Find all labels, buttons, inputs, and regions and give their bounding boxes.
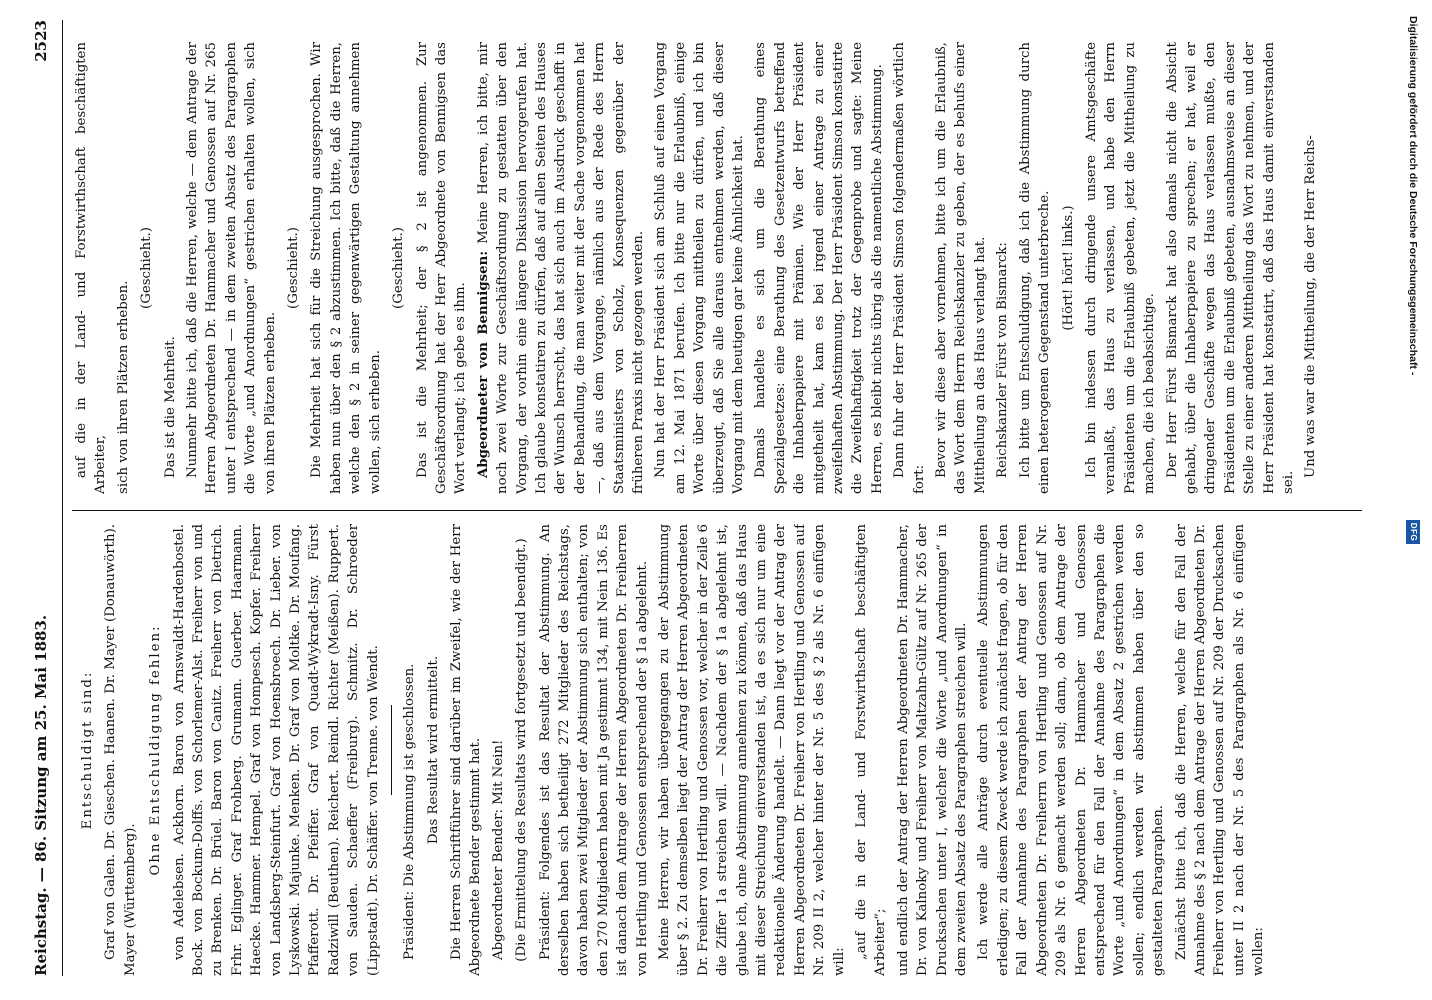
- stage-direction: (Geschieht.): [286, 227, 302, 309]
- header-session-title: Reichstag. — 86. Sitzung am 25. Mai 1883.: [32, 614, 50, 976]
- stage-direction: (Geschieht.): [139, 227, 155, 309]
- column-divider: [72, 510, 1362, 511]
- paragraph: Der Herr Fürst Bismarck hat also damals nicht die Absicht gehabt, über die Inhaberpapiere zu sprechen; er hat, weil er dringender Geschäfte wegen das Haus verlassen mußte, den Präsidenten um die Erlaubniß gebeten, ausnahmsweise an dieser Stelle zu einer anderen Mittheilung das Wort zu nehmen, und der Herr Präsident hat konstatirt, daß das Haus damit einverstanden sei.: [1164, 42, 1296, 494]
- dfg-logo-icon: DFG: [1406, 520, 1420, 544]
- paragraph: Meine Herren, wir haben übergegangen zu der Abstimmung über § 2. Zu demselben liegt der Antrag der Herren Abgeordneten Dr. Freiherr von Hertling und Genossen vor, welcher in der Zeile 6 die Ziffer 1a streichen will. — Nachdem der § 1a abgelehnt ist, glaube ich, ohne Abstimmung annehmen zu können, daß das Haus mit dieser Streichung einverstanden ist, da es sich nur um eine redaktionelle Änderung handelt. — Dann liegt vor der Antrag der Herren Abgeordneten Dr. Freiherr von Hertling und Genossen auf Nr. 209 II 2, welcher hinter der Nr. 5 des § 2 als Nr. 6 einfügen will:: [656, 524, 847, 976]
- header-page-number: 2523: [32, 20, 50, 62]
- quoted-passage: Ich bitte um Entschuldigung, daß ich die Abstimmung durch einen heterogenen Gegenstand unterbreche.: [1017, 42, 1053, 494]
- paragraph: Zunächst bitte ich, daß die Herren, welche für den Fall der Annahme des § 2 nach dem Antrage der Herren Abgeordneten Dr. Freiherr von Hertling und Genossen auf Nr. 209 der Drucksachen unter II 2 nach der Nr. 5 des Paragraphen als Nr. 6 einfügen wollen:: [1173, 524, 1267, 976]
- paragraph: Dann fuhr der Herr Präsident Simson folgendermaßen wörtlich fort:: [892, 42, 927, 494]
- paragraph: Nunmehr bitte ich, daß die Herren, welche — dem Antrage der Herren Abgeordneten Dr. Hammacher und Genossen auf Nr. 265 unter I entsprechend — in dem zweiten Absatz des Paragraphen die Worte „und Anordnungen“ gestrichen erhalten wollen, sich von ihren Plätzen erheben.: [185, 42, 278, 494]
- paragraph: und endlich der Antrag der Herren Abgeordneten Dr. Hammacher, Dr. von Kalnoky und Freiherr von Maltzahn-Gültz auf Nr. 265 der Drucksachen unter I, welcher die Worte „und Anordnungen“ in dem zweiten Absatz des Paragraphen streichen will.: [895, 524, 970, 976]
- paragraph: Das Resultat wird ermittelt.: [425, 655, 441, 845]
- speaker-line: Reichskanzler Fürst von Bismarck:: [995, 242, 1011, 478]
- paragraph: Präsident: Die Abstimmung ist geschlossen.: [402, 663, 418, 960]
- excused-heading: Entschuldigt sind:: [80, 670, 95, 830]
- paragraph: Die Herren Schriftführer sind darüber im Zweifel, wie der Herr Abgeordnete Bender gestimmt hat.: [448, 524, 484, 976]
- paragraph: Das ist die Mehrheit.: [162, 336, 178, 478]
- paragraph: Und was war die Mittheilung, die der Herr Reichs-: [1303, 135, 1319, 478]
- paragraph: Abgeordneter Bender: Mit Nein!: [490, 739, 506, 960]
- page-header: [18, 20, 63, 976]
- paragraph: Nun hat der Herr Präsident sich am Schluß auf einen Vorgang am 12. Mai 1871 berufen. Ich bitte nur die Erlaubniß, einige Worte über diesen Vorgang mittheilen zu dürfen, und ich bin überzeugt, daß Sie alle daraus entnehmen werden, daß dieser Vorgang mit dem heutigen gar keine Ähnlichkeit hat.: [653, 42, 746, 494]
- paragraph: Das ist die Mehrheit; der § 2 ist angenommen. Zur Geschäftsordnung hat der Herr Abgeordnete von Bennigsen das Wort verlangt; ich gebe es ihm.: [414, 42, 469, 494]
- speech-text: Meine Herren, ich bitte, mir noch zwei Worte zur Geschäftsordnung zu gestatten über den Vorgang, der vorhin eine längere Diskussion hervorgerufen hat. Ich glaube konstatiren zu dürfen, daß auf allen Seiten des Hauses der Wunsch herrscht, das hat sich auch im Ausdruck geschafft in der Behandlung, die man weiter mit der Sache vorgenommen hat —, daß aus dem Vorgange, nämlich aus der Rede des Herrn Staatsministers von Scholz, Konsequenzen gegenüber der früheren Praxis nicht gezogen werden.: [475, 42, 646, 494]
- paragraph: sich von ihren Plätzen erheben.: [115, 280, 131, 494]
- stage-direction: (Die Ermittelung des Resultats wird fortgesetzt und beendigt.): [514, 538, 530, 962]
- paragraph: Die Mehrheit hat sich für die Streichung ausgesprochen. Wir haben nun über den § 2 abzustimmen. Ich bitte, daß die Herren, welche den § 2 in seiner gegenwärtigen Gestaltung annehmen wollen, sich erheben.: [309, 42, 383, 494]
- stage-direction: (Geschieht.): [391, 227, 407, 309]
- paragraph: Präsident: Folgendes ist das Resultat der Abstimmung. An derselben haben sich betheiligt 272 Mitglieder des Reichstags, davon haben zwei Mitglieder der Abstimmung sich enthalten; von den 270 Mitgliedern haben mit Ja gestimmt 134, mit Nein 136. Es ist danach dem Antrage der Herren Abgeordneten Dr. Freiherren von Hertling und Genossen entsprechend der § 1a abgelehnt.: [537, 524, 650, 976]
- quoted-passage: Bevor wir diese aber vornehmen, bitte ich um die Erlaubniß, das Wort dem Herrn Reichskanzler zu geben, der es behufs einer Mittheilung an das Haus verlangt hat.: [934, 42, 988, 494]
- paragraph: Ich werde alle Anträge durch eventuelle Abstimmungen erledigen; zu diesem Zweck werde ich zunächst fragen, ob für den Fall der Annahme des Paragraphen der Antrag der Herren Abgeordneten Dr. Freiherrn von Hertling und Genossen auf Nr. 209 als Nr. 6 gemacht werden soll; dann, ob dem Antrage der Herren Abgeordneten Dr. Hammacher und Genossen entsprechend für den Fall der Annahme des Paragraphen die Worte „und Anordnungen“ in dem Absatz 2 gestrichen werden sollen; endlich werden wir abstimmen haben über den so gestalteten Paragraphen.: [976, 524, 1167, 976]
- speaker-name: Abgeordneter von Bennigsen:: [475, 250, 491, 478]
- excused-list: Graf von Galen. Dr. Gieschen. Haanen. Dr. Mayer (Donauwörth). Mayer (Württemberg).: [103, 524, 138, 976]
- credit-strip: [1398, 4, 1428, 996]
- stage-direction: (Hört! hört! links.): [1060, 205, 1076, 331]
- paragraph: Damals handelte es sich um die Berathung eines Spezialgesetzes: eine Berathung des Gesetzentwurfs betreffend die Inhaberpapiere mit Prämien. Wie der Herr Präsident mitgetheilt hat, kam es bei irgend einer Antrage zu einer zweifelhaften Abstimmung. Der Herr Präsident Simson konstatirte die Zweifelhaftigkeit trotz der Gegenprobe und sagte: Meine Herren, es bleibt nichts übrig als die namentliche Abstimmung.: [753, 42, 885, 494]
- speech-paragraph: [474, 42, 649, 494]
- quoted-amendment: „auf die in der Land- und Forstwirthschaft beschäftigten Arbeiter“;: [854, 524, 889, 976]
- right-column: [72, 42, 1372, 494]
- quoted-amendment: auf die in der Land- und Forstwirthschaft beschäftigten Arbeiter,: [74, 42, 109, 494]
- absent-list: von Adelebsen. Ackhorn. Baron von Arnswaldt-Hardenbostel. Bock. von Bockum-Dolffs. von Schorlemer-Alst. Freiherr von und zu Brenken. Dr. Brüel. Baron von Canitz. Freiherr von Dietrich. Frhr. Eglinger. Graf Frohberg. Grumann. Guerber. Haarmann. Haecke. Hammer. Hempel. Graf von Hompesch. Kopfer. Freiherr von Landsberg-Steinfurt. Graf von Hoensbroech. Dr. Lieber. von Lyskowski. Majunke. Menken. Dr. Graf von Moltke. Dr. Moufang. Pfafferott. Dr. Pfeiffer. Graf von Quadt-Wykradt-Isny. Fürst Radziwill (Beuthen). Reichert. Reindl. Richter (Meißen). Ruppert. von Sauden. Schaeffer (Freiburg). Schmitz. Dr. Schroeder (Lippstadt). Dr. Schäffer. von Trenne. von Wendt.: [171, 524, 381, 976]
- credit-text: Digitalisierung gefördert durch die Deutsche Forschungsgemeinschaft -: [1407, 16, 1419, 376]
- absent-heading: Ohne Entschuldigung fehlen:: [148, 624, 164, 876]
- left-column: [72, 524, 1372, 976]
- section-divider: [391, 705, 392, 795]
- quoted-passage: Ich bin indessen durch dringende unsere Amtsgeschäfte veranlaßt, das Haus zu verlassen, und habe den Herrn Präsidenten um die Erlaubniß gebeten, jetzt die Mittheilung zu machen, die ich beabsichtige.: [1083, 42, 1158, 494]
- digitization-credit: [1398, 4, 1428, 996]
